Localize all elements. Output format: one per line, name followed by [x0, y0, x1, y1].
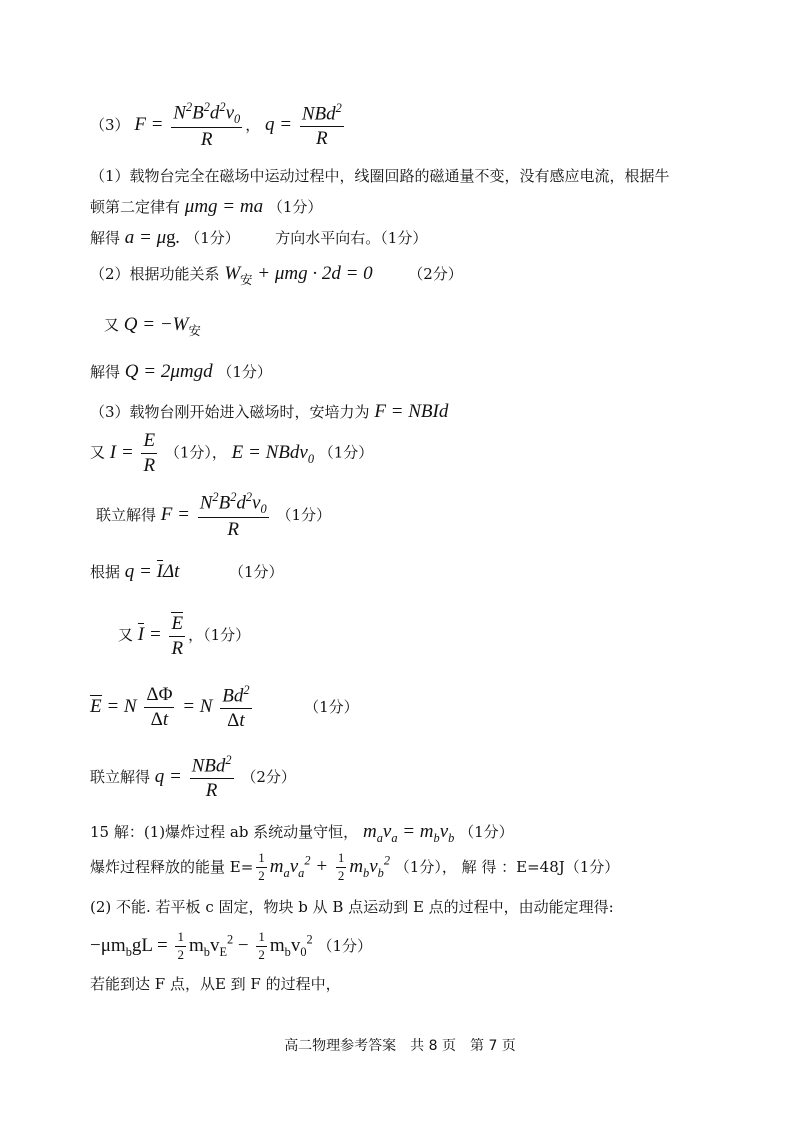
paragraph-12 [90, 753, 296, 802]
formula-momentum: $m_av_a = m_bv_b$ [362, 821, 455, 845]
page-footer: 高二物理参考答案 共 8 页 第 7 页 [284, 1038, 516, 1054]
formula-heat-result: Q = 2μmgd [124, 361, 213, 382]
q15-line-4 [90, 930, 372, 963]
q15-line-5 [90, 975, 341, 995]
score: ，（1分） [188, 626, 251, 645]
formula-energy: $W_安 + \mu mg \cdot 2d = 0$ [224, 263, 373, 287]
score: （1分） [276, 505, 331, 524]
score: （1分） [217, 363, 272, 381]
score: （2分） [408, 265, 463, 283]
formula-charge-def: q = IΔt [124, 561, 180, 582]
score: （2分） [241, 767, 296, 786]
formula-kinetic: $\frac{1}{2}$ $m_av_a^2$ + $\frac{1}{2}$ $m_bv_b^2$ [258, 850, 390, 883]
q15-line-3 [90, 898, 614, 918]
text: 顿第二定律有 [90, 198, 181, 216]
paragraph-5 [90, 360, 272, 385]
text: 又 [118, 626, 134, 645]
text: （3）载物台刚开始进入磁场时，安培力为 [90, 403, 370, 421]
text: 根据 [90, 563, 121, 581]
formula-newton: μmg = ma [184, 196, 264, 217]
q15-line-1 [90, 820, 514, 846]
text: 15 解：(1)爆炸过程 ab 系统动量守恒， [90, 823, 359, 841]
formula-charge: q = $\frac{NBd^2}{R}$ [264, 101, 342, 150]
formula-work-energy: $-\mu m_bgL$ = $\frac{1}{2}$ $m_bv_E^2$ − $\frac{1}{2}$ $m_bv_0^2$ [90, 929, 313, 962]
formula-charge-result: q = $\frac{NBd^2}{R}$ [154, 753, 232, 802]
formula-force-result: F = $\frac{N^2B^2d^2v_0}{R}$ [160, 490, 267, 541]
paragraph-6 [90, 400, 448, 425]
formula-heat: $Q = -W_安$ [123, 314, 201, 338]
score: （1分） [228, 563, 284, 581]
text: 解得 [90, 363, 121, 381]
paragraph-10 [118, 612, 250, 660]
score: （1分） [185, 229, 240, 247]
text: 若能到达 F 点，从E 到 F 的过程中， [90, 975, 341, 993]
text: （2）根据功能关系 [90, 265, 220, 283]
separator: ， [245, 115, 261, 134]
score: （1分） [459, 823, 514, 841]
text: 联立解得 [90, 767, 151, 786]
direction-text: 方向水平向右。（1分） [275, 229, 428, 247]
formula-avg-emf: E = N $\frac{\Delta\Phi}{\Delta t}$ = N $\frac{Bd^2}{\Delta t}$ [90, 683, 250, 732]
formula-accel: a = μg. [124, 227, 181, 248]
paragraph-2 [90, 226, 427, 251]
formula-avg-current: I = $\frac{E}{R}$ [137, 613, 184, 659]
score: （1分） [317, 936, 372, 955]
text: 爆炸过程释放的能量 E= [90, 857, 254, 876]
text: 解得 [90, 229, 121, 247]
q15-line-2 [90, 851, 619, 884]
score: （1分）， [394, 857, 457, 876]
paragraph-1 [90, 167, 670, 187]
formula-force: F = $\frac{N^2B^2d^2v_0}{R}$ [134, 100, 241, 151]
text: 又 [104, 316, 120, 334]
label: （3） [90, 115, 130, 134]
result: 解 得 ：E=48J（1分） [461, 857, 620, 876]
text: 又 [90, 443, 106, 462]
formula-current: I = $\frac{E}{R}$ [109, 430, 156, 476]
score: （1分） [304, 697, 359, 716]
paragraph-7 [90, 430, 373, 477]
paragraph-1-text: （1）载物台完全在磁场中运动过程中，线圈回路的磁通量不变，没有感应电流，根据牛 [90, 167, 670, 185]
answer-3-summary [90, 100, 347, 151]
formula-emf: E = NBdv$_0$ [231, 441, 314, 466]
text: 联立解得 [96, 505, 157, 524]
paragraph-1-cont [90, 195, 322, 220]
text: (2) 不能. 若平板 c 固定，物块 b 从 B 点运动到 E 点的过程中，由动能定理得: [90, 898, 614, 916]
paragraph-8 [96, 490, 331, 541]
formula-ampere: F = NBId [374, 401, 449, 422]
paragraph-11 [90, 683, 359, 732]
score: （1分） [267, 198, 323, 216]
paragraph-4 [104, 313, 201, 339]
score-2: （1分） [318, 443, 374, 462]
score-1: （1分）， [164, 443, 227, 462]
paragraph-9 [90, 560, 284, 585]
paragraph-3 [90, 262, 463, 288]
